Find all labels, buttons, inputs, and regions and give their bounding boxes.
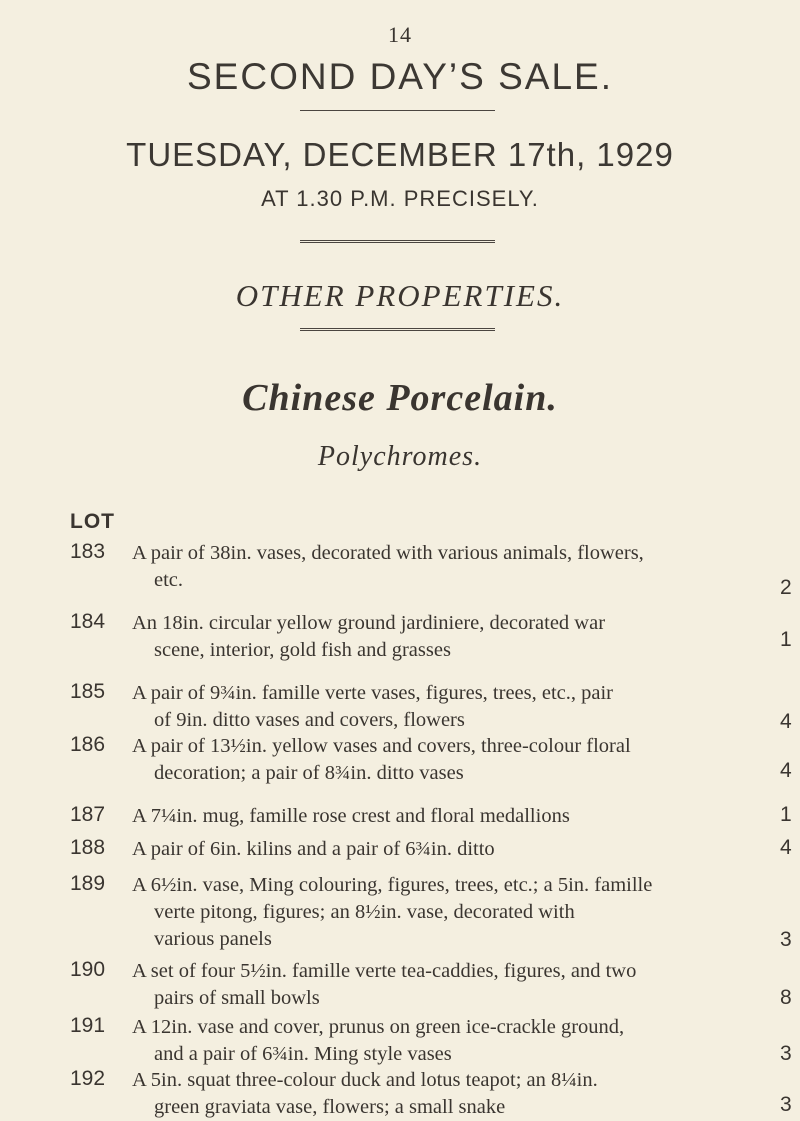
lot-number: 185 — [70, 680, 106, 703]
lot-description — [132, 958, 762, 1012]
lot-description-line: A pair of 38in. vases, decorated with various animals, flowers, — [132, 542, 644, 564]
lot-quantity: 1 — [780, 803, 792, 826]
lot-number: 190 — [70, 958, 106, 981]
lot-quantity: 3 — [780, 1093, 792, 1116]
lot-description-line: scene, interior, gold fish and grasses — [154, 639, 451, 661]
lot-number: 184 — [70, 610, 106, 633]
lot-number: 183 — [70, 540, 106, 563]
sale-date: TUESDAY, DECEMBER 17th, 1929 — [126, 136, 674, 173]
lot-description-line: decoration; a pair of 8¾in. ditto vases — [154, 762, 464, 784]
lot-description-line: various panels — [154, 928, 272, 950]
lot-quantity: 1 — [780, 628, 792, 651]
lot-description-line: etc. — [154, 569, 184, 591]
lot-description — [132, 540, 762, 594]
section-heading: OTHER PROPERTIES. — [235, 278, 565, 313]
lot-description — [132, 610, 762, 664]
lot-quantity: 2 — [780, 576, 792, 599]
title-rule — [300, 110, 495, 111]
page-number: 14 — [388, 22, 412, 47]
lot-description-line: A pair of 9¾in. famille verte vases, figures, trees, etc., pair — [132, 682, 614, 704]
lot-description — [132, 803, 762, 830]
lot-description-line: A pair of 13½in. yellow vases and covers, three-colour floral — [132, 735, 631, 757]
section-rule — [300, 328, 495, 331]
lot-description — [132, 1014, 762, 1068]
lot-quantity: 3 — [780, 1042, 792, 1065]
lot-description-line: and a pair of 6¾in. Ming style vases — [154, 1043, 452, 1065]
lot-quantity: 3 — [780, 928, 792, 951]
lot-description-line: A set of four 5½in. famille verte tea-caddies, figures, and two — [132, 960, 637, 982]
lot-description-line: A 12in. vase and cover, prunus on green ice-crackle ground, — [132, 1016, 625, 1038]
lot-description — [132, 872, 762, 953]
lot-description — [132, 1067, 762, 1121]
lot-description-line: A pair of 6in. kilins and a pair of 6¾in. ditto — [132, 838, 495, 860]
lot-number: 187 — [70, 803, 106, 826]
lot-number: 186 — [70, 733, 106, 756]
lot-description-line: A 6½in. vase, Ming colouring, figures, trees, etc.; a 5in. famille — [132, 874, 653, 896]
lot-description-line: verte pitong, figures; an 8½in. vase, decorated with — [154, 901, 575, 923]
lot-quantity: 8 — [780, 986, 792, 1009]
lot-column-header: LOT — [70, 510, 115, 533]
lot-description — [132, 733, 762, 787]
lot-description-line: An 18in. circular yellow ground jardiniere, decorated war — [132, 612, 606, 634]
sale-time: AT 1.30 P.M. PRECISELY. — [261, 186, 539, 211]
lot-quantity: 4 — [780, 759, 792, 782]
lot-number: 191 — [70, 1014, 106, 1037]
lot-number: 192 — [70, 1067, 106, 1090]
lot-description-line: pairs of small bowls — [154, 987, 320, 1009]
lot-description — [132, 836, 762, 863]
lot-description-line: of 9in. ditto vases and covers, flowers — [154, 709, 465, 731]
lot-number: 188 — [70, 836, 106, 859]
lot-quantity: 4 — [780, 710, 792, 733]
subcategory-heading: Polychromes. — [317, 441, 483, 472]
lot-description-line: green graviata vase, flowers; a small snake — [154, 1096, 506, 1118]
category-heading: Chinese Porcelain. — [242, 377, 558, 419]
page-title: SECOND DAY’S SALE. — [187, 56, 613, 97]
lot-number: 189 — [70, 872, 106, 895]
lot-description-line: A 7¼in. mug, famille rose crest and floral medallions — [132, 805, 570, 827]
date-rule — [300, 240, 495, 243]
lot-description-line: A 5in. squat three-colour duck and lotus teapot; an 8¼in. — [132, 1069, 598, 1091]
lot-description — [132, 680, 762, 734]
lot-quantity: 4 — [780, 836, 792, 859]
